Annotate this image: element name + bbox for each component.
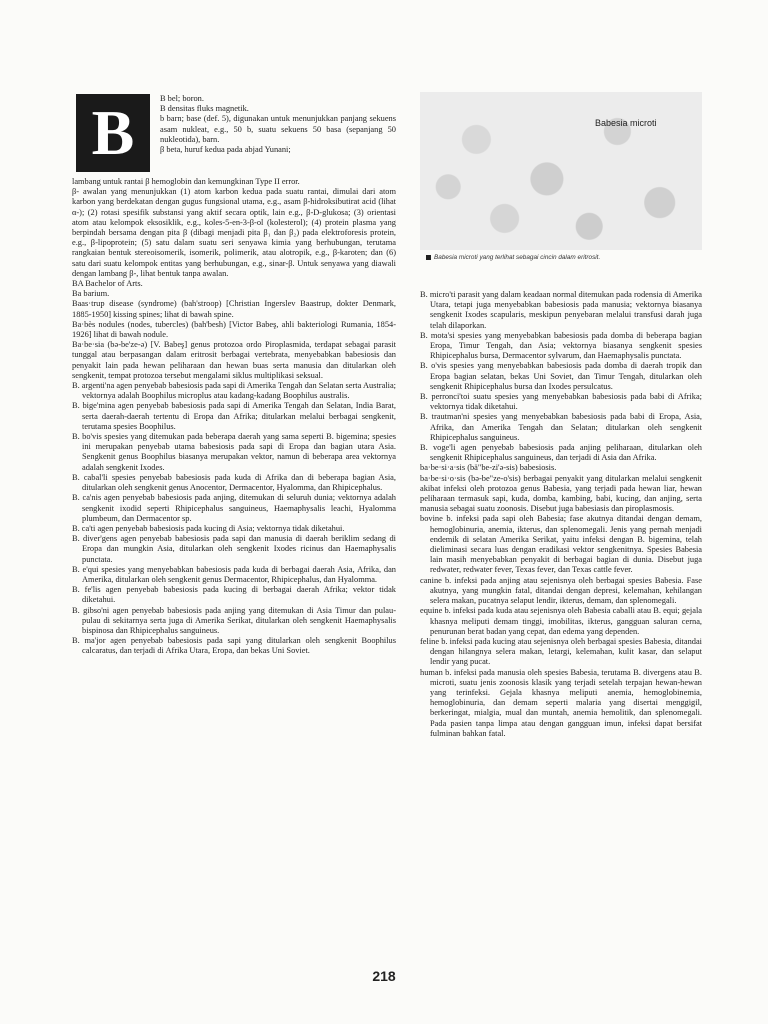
entry: β beta, huruf kedua pada abjad Yunani; [160, 145, 291, 155]
entry: β- awalan yang menunjukkan (1) atom karbon kedua pada suatu rantai, dimulai dari atom karbon yang berdekatan dengan gugus fungsional utama, e.g., asam β-hidroksibutirat acid (lihat α-); (2) rotasi spesifik substansi yang aktif secara optik, lain e.g., β-D-glukosa; (3) orientasi atom atau kelompok eksosiklik, e.g., koles-5-en-3-β-ol (kolesterol); (4) protein plasma yang berpindah bersama dengan pita β (dibagi menjadi pita β₁ dan β₂) pada elektroforesis protein, e.g., β-lipoprotein; (5) satu dalam suatu seri senyawa kimia yang berhubungan, terutama rangkaian bentuk stereoisomerik, isomerik, polimerik, atau alotropik, e.g., β-karoten; dan (6) satu dari suatu kelompok entitas yang berhubungan, e.g., sinar-β. Untuk senyawa yang diawali dengan lambang β-, lihat bentuk tanpa awalan. [72, 187, 396, 278]
intro-entries [160, 94, 396, 155]
square-bullet-icon [426, 255, 431, 260]
entry: B. micro'ti parasit yang dalam keadaan normal ditemukan pada rodensia di Amerika Utara, tetapi juga menyebabkan babesiosis pada manusia; vektornya biasanya sengkenit Ixodes scapularis, meskipun penyebaran melalui transfusi darah juga telah dilaporkan. [420, 290, 702, 330]
entry: canine b. infeksi pada anjing atau sejenisnya oleh berbagai spesies Babesia. Fase akutnya, yang mungkin fatal, ditandai dengan depresi, kelemahan, kehilangan selera makan, pucatnya selaput lendir, ikterus, demam, dan splenomegali. [420, 575, 702, 606]
entry: B. gibso'ni agen penyebab babesiosis pada anjing yang ditemukan di Asia Timur dan pulau-pulau di sekitarnya serta juga di Amerika Serikat, ditularkan oleh sengkenit Haemaphysalis bispinosa dan Rhipicephalus sanguineus. [72, 605, 396, 635]
left-column [72, 177, 396, 657]
entry: B. ca'ti agen penyebab babesiosis pada kucing di Asia; vektornya tidak diketahui. [72, 523, 345, 533]
section-letter: B [76, 94, 150, 172]
entry: bovine b. infeksi pada sapi oleh Babesia; fase akutnya ditandai dengan demam, hemoglobinuria, anemia, ikterus, dan splenomegali. Jenis yang pernah menjadi endemik di selatan Amerika Serikat, yaitu infeksi dengan B. bigemina, telah dieliminasi secara luas dengan eradikasi vektor sengkenitnya. Spesies Babesia lain masih menyebabkan penyakit di berbagai bagian di dunia. Disebut juga redwater, redwater fever, Texas fever, dan Texas cattle fever. [420, 514, 702, 575]
entry: B. trautman'ni spesies yang menyebabkan babesiosis pada babi di Eropa, Asia, Afrika, dan Amerika Tengah dan Selatan; ditularkan oleh sengkenit Rhipicephalus sanguineus. [420, 412, 702, 442]
entry: B. e'qui spesies yang menyebabkan babesiosis pada kuda di berbagai daerah Asia, Afrika, dan Amerika, ditularkan oleh sengkenit genus Dermacentor, Rhipicephalus, dan Hyalomma. [72, 564, 396, 584]
photo-label: Babesia microti [595, 118, 657, 128]
entry: B densitas fluks magnetik. [160, 104, 249, 114]
entry: human b. infeksi pada manusia oleh spesies Babesia, terutama B. divergens atau B. microti, suatu jenis zoonosis klasik yang terjadi setelah terpajan hewan-hewan yang terinfeksi. Gejala khasnya meliputi anemia, hemoglobinemia, hemoglobinuria, dan demam seperti malaria yang disertai menggigil, berkeringat, mialgia, mual dan muntah, anemia hemolitik, dan splenomegali. Pada pasien tanpa limpa atau dengan gangguan imun, infeksi dapat bersifat fulminan bahkan fatal. [420, 667, 702, 738]
entry: BA Bachelor of Arts. [72, 279, 143, 289]
entry: B. ca'nis agen penyebab babesiosis pada anjing, ditemukan di seluruh dunia; vektornya adalah sengkenit ixodid seperti Rhipicephalus sanguineus, Haemaphysalis leachi, Hyalomma plumbeum, dan Dermacentor sp. [72, 493, 396, 523]
entry: Ba·be·sia (bə-be'ze-ə) [V. Babeş] genus protozoa ordo Piroplasmida, terdapat sebagai parasit tunggal atau berpasangan dalam eritrosit berbagai vertebrata, menyebabkan babesiosis dan penyakit lain pada hewan peliharaan dan hewan buas serta manusia dan ditularkan oleh sengkenit, tempat protozoa tersebut mengalami siklus multiplikasi seksual. [72, 340, 396, 380]
entry: feline b. infeksi pada kucing atau sejenisnya oleh berbagai spesies Babesia, ditandai dengan hilangnya selera makan, letargi, kelemahan, kulit kasar, dan selaput lendir yang pucat. [420, 636, 702, 667]
entry: B. bige'mina agen penyebab babesiosis pada sapi di Amerika Tengah dan Selatan, India Barat, serta daerah-daerah tertentu di Eropa dan Afrika; ditularkan melalui berbagai sengkenit, terutama spesies Boophilus. [72, 401, 396, 431]
entry: B. argenti'na agen penyebab babesiosis pada sapi di Amerika Tengah dan Selatan serta Australia; vektornya adalah Boophilus microplus atau kadang-kadang Boophilus australis. [72, 381, 396, 401]
page-number: 218 [372, 968, 396, 984]
entry: B. bo'vis spesies yang ditemukan pada beberapa daerah yang sama seperti B. bigemina; spesies ini merupakan penyebab utama babesiosis pada sapi di Eropa dan bagian utara Asia. Sengkenit genus Boophilus biasanya merupakan vektor, namun di beberapa area vektornya adalah sengkenit Ixodes. [72, 432, 396, 472]
micrograph-photo [420, 92, 702, 250]
entry: B. perronci'toi suatu spesies yang menyebabkan babesiosis pada babi di Afrika; vektornya tidak diketahui. [420, 392, 702, 412]
right-column [420, 290, 702, 739]
entry: B. cabal'li spesies penyebab babesiosis pada kuda di Afrika dan di beberapa bagian Asia, ditularkan oleh sengkenit genus Anocentor, Dermacentor, Hyalomma, dan Rhipicephalus. [72, 472, 396, 493]
entry: lambang untuk rantai β hemoglobin dan kemungkinan Type II error. [72, 177, 300, 186]
entry: B. o'vis spesies yang menyebabkan babesiosis pada domba di daerah tropik dan Eropa bagian selatan, bekas Uni Soviet, dan Timur Tengah, ditularkan oleh sengkenit Rhipicephalus bursa dan Ixodes persulcatus. [420, 361, 702, 391]
entry: B bel; boron. [160, 94, 204, 103]
caption-text: Babesia microti yang terlihat sebagai cincin dalam eritrosit. [434, 254, 601, 261]
entry: ba·be·si·o·sis (bə-be"ze-o'sis) berbagai penyakit yang ditularkan melalui sengkenit akibat infeksi oleh protozoa genus Babesia, yang terjadi pada hewan liar, hewan peliharaan termasuk sapi, kuda, domba, kambing, babi, kucing, dan anjing, serta manusia sebagai suatu zoonosis. Disebut juga babesiasis dan piroplasmosis. [420, 473, 702, 514]
entry: b barn; base (def. 5), digunakan untuk menunjukkan panjang sekuens asam nukleat, e.g., 50 b, suatu sekuens 50 basa (sepanjang 50 nukleotida), barn. [160, 114, 396, 144]
entry: ba·be·si·a·sis (bä"be-zi'ə-sis) babesiosis. [420, 463, 557, 473]
entry: B. ma'jor agen penyebab babesiosis pada sapi yang ditularkan oleh sengkenit Boophilus calcaratus, dan terjadi di Afrika Utara, Eropa, dan bekas Uni Soviet. [72, 636, 396, 656]
entry: Ba barium. [72, 289, 110, 299]
entry: Ba·bès nodules (nodes, tubercles) (bah'besh) [Victor Babeş, ahli bakteriologi Rumania, 1854-1926] lihat di bawah nodule. [72, 319, 396, 340]
entry: Baas·trup disease (syndrome) (bah'stroop) [Christian Ingerslev Baastrup, dokter Denmark, 1885-1950] kissing spines; lihat di bawah spine. [72, 299, 396, 319]
entry: B. voge'li agen penyebab babesiosis pada anjing peliharaan, ditularkan oleh sengkenit Rhipicephalus sanguineus, dan terjadi di Asia dan Afrika. [420, 443, 702, 463]
entry: equine b. infeksi pada kuda atau sejenisnya oleh Babesia caballi atau B. equi; gejala khasnya meliputi demam tinggi, imobilitas, ikterus, gangguan saluran cerna, penurunan berat badan yang cepat, dan edema yang dependen. [420, 606, 702, 636]
entry: B. diver'gens agen penyebab babesiosis pada sapi dan manusia di daerah beriklim sedang di Eropa dan mungkin Asia, ditularkan oleh sengkenit Ixodes ricinus dan Haemaphysalis punctata. [72, 534, 396, 564]
entry: B. mota'si spesies yang menyebabkan babesiosis pada domba di beberapa bagian Eropa, Timur Tengah, dan Asia; vektornya biasanya sengkenit spesies Rhipicephalus bursa, Dermacentor sylvarum, dan Haemaphysalis punctata. [420, 330, 702, 361]
photo-caption [426, 254, 706, 261]
entry: B. fe'lis agen penyebab babesiosis pada kucing di berbagai daerah Afrika; vektor tidak diketahui. [72, 585, 396, 605]
